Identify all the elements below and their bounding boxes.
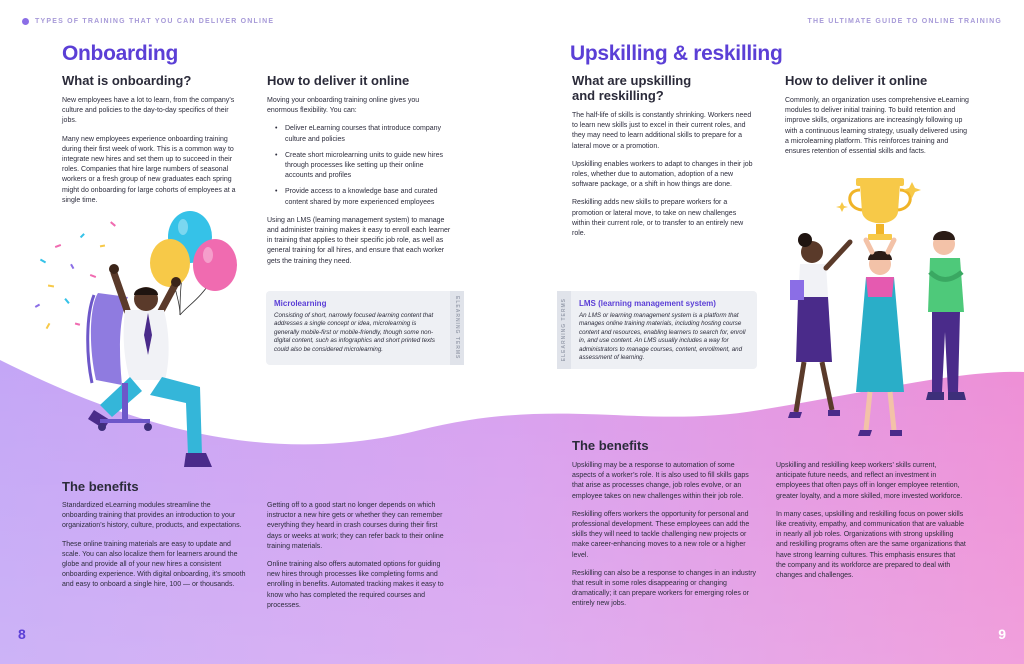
balloon-icon — [150, 239, 190, 287]
callout-title: LMS (learning management system) — [579, 299, 716, 308]
what-heading: What is onboarding? — [62, 73, 192, 88]
list-item: • Provide access to a knowledge base and curated content shared by more experienced employees — [267, 187, 452, 207]
page-number: 9 — [998, 626, 1006, 642]
section-title: Upskilling & reskilling — [570, 42, 783, 65]
callout-body: Consisting of short, narrowly focused learning content that addresses a single concept or idea, microlearning is generally mobile-first or mobile-friendly, though some non-digital content, such as infographics and short printed texts could also be considered microlearning. — [274, 312, 435, 353]
callout-title: Microlearning — [274, 299, 327, 308]
section-title: Onboarding — [62, 42, 178, 65]
trophy-icon — [850, 178, 911, 240]
list-item: • Deliver eLearning courses that introduce company culture and policies — [267, 124, 452, 144]
how-text: Moving your onboarding training online gives you enormous flexibility. You can: • Deliver eLearning courses that introduce company culture and policies • Create short microlearning units to guide new hires through processes like setting up their online accounts and profiles • Provide access to a knowledge base and curated content shared by more experienced employees Using an LMS (learning management system) to manage and administer training makes it easy to enroll each learner in training that applies to their specific job role, as well as general training for all hires, and ensure that each worker gets the training they need. — [267, 96, 452, 275]
how-heading: How to deliver it online — [785, 73, 928, 88]
what-text: The half-life of skills is constantly shrinking. Workers need to learn new skills just to excel in their current roles, and they may need to learn additional skills to prepare for a lateral move or a promotion. Upskilling enables workers to adapt to changes in their job roles, whether due to automation, adoption of a new software package, or a shift in how things are done. Reskilling adds new skills to prepare workers for a promotion or lateral move, to take on new challenges within their current role, or to transfer to an entirely new role. — [572, 112, 753, 238]
benefits-col1: Upskilling may be a response to automation of some aspects of a worker’s role. It is also used to fill skills gaps that arise as processes change, job roles evolve, or an employee takes on new challenges within their job role. Reskilling offers workers the opportunity for personal and professional development. These employees can add the skills they will need to tackle challenging new projects or make career-enhancing moves to a new role or a higher level. Reskilling can also be a response to changes in an industry that result in some roles disappearing or changing dramatically; it can prepare workers for emerging roles or entirely new jobs. — [572, 462, 757, 608]
benefits-col2: Getting off to a good start no longer depends on which instructor a new hire gets or whether they can remember everything they heard in crash courses during their first days or weeks at work; they can refer back to their online training materials. Online training also offers automated options for guiding new hires through processes like completing forms and enrolling in benefits. Automated tracking makes it easy to know who has completed the required courses and processes. — [267, 502, 444, 609]
dot-icon — [22, 18, 29, 25]
benefits-heading: The benefits — [62, 479, 139, 494]
callout-lms — [557, 291, 757, 369]
what-text: New employees have a lot to learn, from the company’s culture and policies to the day-to-day specifics of their jobs. Many new employees experience onboarding training during their first week of work. This is a common way to integrate new hires and set them up to succeed in their roles. Companies that hire large numbers of seasonal workers or a fresh group of new graduates each spring might do onboarding for large cohorts of employees at a single time. — [62, 97, 236, 204]
celebrating-employee-illustration — [30, 205, 260, 490]
how-text: Commonly, an organization uses comprehensive eLearning modules to deliver initial training. To build retention and improve skills, organizations are increasingly following up with a continuous learning strategy, usually delivered using a microlearning platform. This reinforces training and ensures retention of essential skills and facts. — [785, 97, 969, 156]
how-heading: How to deliver it online — [267, 73, 410, 88]
right-page — [512, 0, 1024, 664]
running-head-right: THE ULTIMATE GUIDE TO ONLINE TRAINING — [807, 18, 1002, 25]
balloon-icon — [193, 239, 237, 291]
running-head-left: TYPES OF TRAINING THAT YOU CAN DELIVER ONLINE — [22, 18, 274, 25]
how-bullet-list — [267, 124, 452, 207]
benefits-col1: Standardized eLearning modules streamline the onboarding training that provides an introduction to your organization’s history, culture, products, and expectations. These online training materials are easy to update and scale. You can also localize them for learners around the globe and provide all of your new hires a consistent onboarding experience. With digital onboarding, it’s smooth and easy to onboard a single hire, 100 — or thousands. — [62, 502, 246, 589]
page-number: 8 — [18, 626, 26, 642]
team-trophy-illustration — [772, 172, 982, 442]
callout-tab: ELEARNING TERMS — [450, 291, 464, 365]
what-heading: What are upskilling and reskilling? — [572, 73, 692, 103]
list-item: • Create short microlearning units to guide new hires through processes like setting up their online accounts and profiles — [267, 151, 452, 182]
benefits-col2: Upskilling and reskilling keep workers’ skills current, anticipate future needs, and reflect an investment in employees that often pays off in longer employee retention, greater loyalty, and a more skilled, more invested workforce. In many cases, upskilling and reskilling focus on power skills like creativity, empathy, and communication that are valuable in nearly all job roles. Organizations with strong upskilling and reskilling programs often are the same organizations that have strong learning cultures. This emphasis ensures that the company and its workforce are prepared to deal with changes and challenges. — [776, 462, 966, 580]
benefits-heading: The benefits — [572, 438, 649, 453]
callout-body: An LMS or learning management system is a platform that manages online training materials, including hosting course content and resources, enabling learners to search for, enroll in, and use content. An LMS usually includes a way for administrators to manage courses, content, enrollment, and assessment of learning. — [579, 312, 746, 362]
callout-microlearning — [266, 291, 464, 365]
callout-tab: ELEARNING TERMS — [557, 291, 571, 369]
